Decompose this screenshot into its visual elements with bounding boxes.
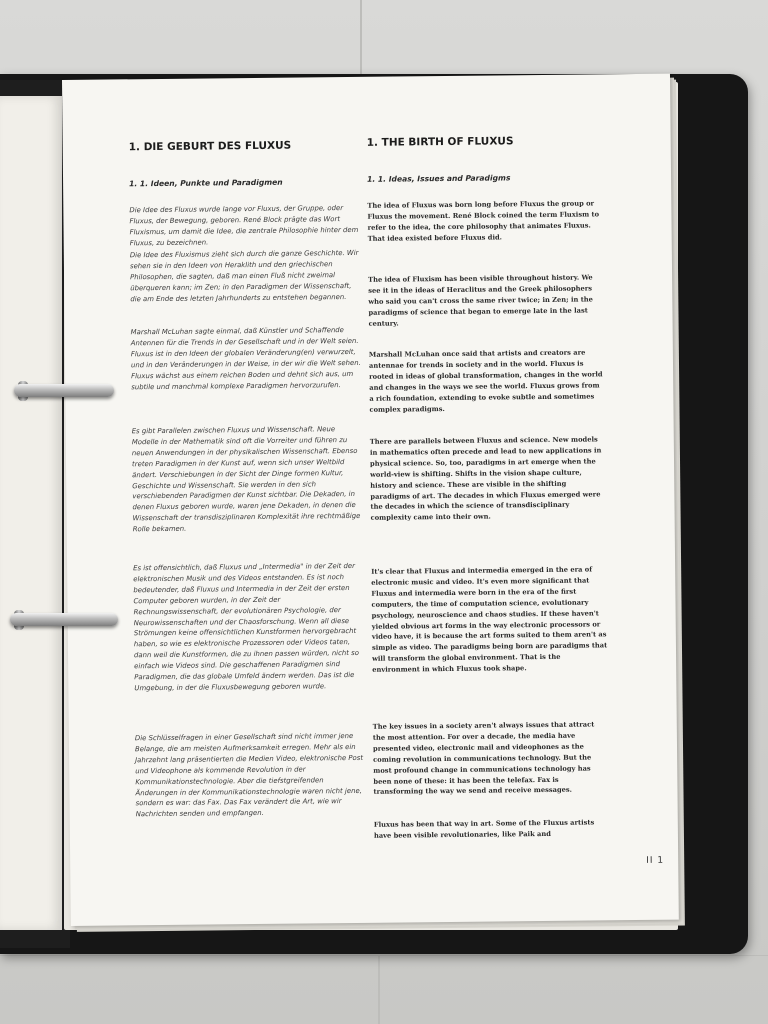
german-subheading: 1. 1. Ideen, Punkte und Paradigmen [129,177,283,189]
english-heading: 1. THE BIRTH OF FLUXUS [366,135,514,149]
english-paragraph: Fluxus has been that way in art. Some of the Fluxus artists have been visible revolutionaries, like Paik and [373,818,595,840]
german-paragraph: Marshall McLuhan sagte einmal, daß Künstler und Schaffende Antennen für die Trends in der Gesellschaft und in der Welt seien. Fluxus ist in den Ideen der globalen Veränderung(en) verwurzelt, und in den Veränderungen in der Weise, in der wir die Welt sehen. Fluxus wächst aus einem reichen Boden und dehnt sich aus, um subtile und manchmal komplexe Paradigmen hervorzurufen. [130,326,361,391]
binder-ring-bottom [10,613,118,626]
german-paragraph: Die Idee des Fluxismus zieht sich durch die ganze Geschichte. Wir sehen sie in den Ideen von Heraklith und den griechischen Philosophen, die sagten, daß man einen Fluß nicht zweimal überqueren kann; im Zen; in den Paradigmen der Wissenschaft, die am Ende des letzten Jahrhunderts zu entstehen begannen. [129,248,359,303]
left-page-edge [0,96,62,930]
german-paragraph: Es gibt Parallelen zwischen Fluxus und Wissenschaft. Neue Modelle in der Mathematik sind oft die Vorreiter und führen zu neuen Anwendungen in der physikalischen Wissenschaft. Ebenso treten Paradigmen in der Kunst auf, wenn sich unser Weltbild ändert. Verschiebungen in der Sicht der Dinge formen Kultur, Geschichte und Wissenschaft. Sie werden in den sich verschiebenden Paradigmen der Kunst sichtbar. Die Dekaden, in denen Fluxus geboren wurde, waren jene Dekaden, in denen die Wissenschaft der transdisziplinaren Komplexität ihre rechtmäßige Rolle bekamen. [131,425,361,534]
english-paragraph: The key issues in a society aren't always issues that attract the most attention. For over a decade, the media have presented video, electronic mail and videophones as the coming revolution in communications technology. But the most profound change in communications technology has been none of these: it has been the telefax. Fax is transforming the way we send and receive messages. [372,720,595,797]
german-heading: 1. DIE GEBURT DES FLUXUS [128,139,292,154]
english-paragraph: The idea of Fluxus was born long before Fluxus the group or Fluxus the movement. René Block coined the term Fluxism to refer to the idea, the core philosophy that animates Fluxus. That idea existed before Fluxus did. [367,199,600,243]
binder-ring-top [14,384,114,397]
english-paragraph: Marshall McLuhan once said that artists and creators are antennae for trends in society and in the world. Fluxus is rooted in ideas of global transformation, changes in the world and changes in the ways we see the world. Fluxus grows from a rich foundation, extending to evoke subtle and sometimes complex paradigms. [368,348,603,414]
english-paragraph: There are parallels between Fluxus and science. New models in mathematics often precede and lead to new applications in physical science. So, too, paradigms in art emerge when the world-view is shifting. Shifts in the vision shape culture, history and science. These are visible in the shifting paradigms of art. The decades in which Fluxus emerged were the decades in which the science of transdisciplinary complexity came into their own. [369,435,602,523]
floor-seam-vertical-top [360,0,362,74]
english-subheading: 1. 1. Ideas, Issues and Paradigms [367,173,511,184]
page-number: II 1 [646,855,665,866]
german-paragraph: Die Idee des Fluxus wurde lange vor Fluxus, der Gruppe, oder Fluxus, der Bewegung, geboren. René Block prägte das Wort Fluxismus, um damit die Idee, die zentrale Philosophie hinter dem Fluxus, zu bezeichnen. [129,204,359,248]
english-paragraph: The idea of Fluxism has been visible throughout history. We see it in the ideas of Heraclitus and the Greek philosophers who said you can't cross the same river twice; in Zen; in the paradigms of science that began to emerge late in the last century. [368,273,593,328]
english-paragraph: It's clear that Fluxus and intermedia emerged in the era of electronic music and video. It's even more significant that Fluxus and intermedia were born in the era of the first computers, the time of computation science, evolutionary psychology, neuroscience and chaos studies. If these haven't yielded obvious art forms in the way electronic processors or video have, it is because the art forms suited to them aren't as simple as video. The paradigms being born are paradigms that will transform the global environment. That is the environment in which Fluxus took shape. [371,565,608,674]
floor-seam-horizontal [0,955,768,956]
document-page [62,74,679,926]
german-paragraph: Die Schlüsselfragen in einer Gesellschaft sind nicht immer jene Belange, die am meisten Aufmerksamkeit erregen. Mehr als ein Jahrzehnt lang präsentierten die Medien Video, elektronische Post und Videophone als kommende Revolution in der Kommunikationstechnologie. Aber die tiefstgreifenden Änderungen in der Kommunikationstechnologie waren nicht jene, sondern es war: das Fax. Das Fax verändert die Art, wie wir Nachrichten senden und empfangen. [134,731,364,819]
floor-seam-vertical [378,955,380,1024]
german-paragraph: Es ist offensichtlich, daß Fluxus und „Intermedia" in der Zeit der elektronischen Musik und des Videos entstanden. Es ist noch bedeutender, daß Fluxus und Intermedia in der Zeit der ersten Computer geboren wurden, in der Zeit der Rechnungswissenschaft, der evolutionären Psychologie, der Neurowissenschaften und der Chaosforschung. Wenn all diese Strömungen keine offensichtlichen Kunstformen hervorgebracht haben, so wie es elektronische Prozessoren oder Videos taten, dann weil die Kunstformen, die zu ihnen passen würden, nicht so einfach wie Videos sind. Die geschaffenen Paradigmen sind Paradigmen, die das globale Umfeld ändern werden. Das ist die Umgebung, in der die Fluxusbewegung geboren wurde. [133,561,359,693]
